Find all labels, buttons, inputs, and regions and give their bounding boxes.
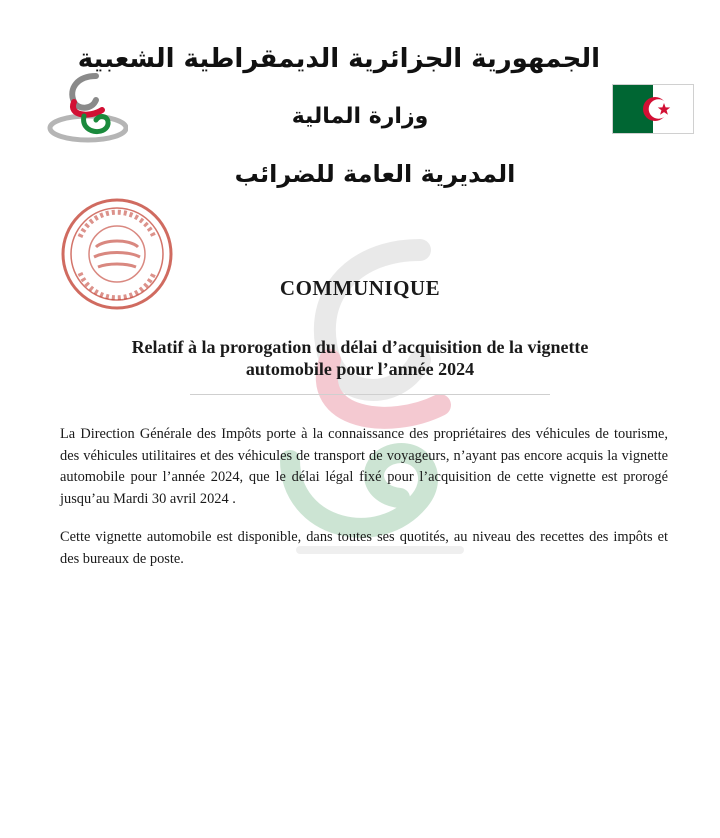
subtitle-line-2: automobile pour l’année 2024 — [245, 359, 475, 379]
header-republic-title: الجمهورية الجزائرية الديمقراطية الشعبية — [77, 44, 600, 74]
communique-paragraph-1: La Direction Générale des Impôts porte à la connaissance des propriétaires des véhicules de tourisme, des véhicules utilitaires et des véhicules de transport de voyageurs, n’ayant pas encore acquis la vignette automobile pour l’année 2024, que le délai légal fixé pour l’acquisition de cette vignette est prorogé jusqu’au Mardi 30 avril 2024 . — [60, 426, 668, 507]
dgi-logo-icon — [44, 70, 128, 146]
header-directorate-title: المديرية العامة للضرائب — [234, 160, 516, 188]
communique-paragraph-2: Cette vignette automobile est disponible, dans toutes ses quotités, au niveau des recettes des impôts et des bureaux de poste. — [60, 529, 668, 567]
official-stamp-icon — [60, 197, 174, 311]
subtitle-line-1: Relatif à la prorogation du délai d’acquisition de la vignette — [131, 337, 589, 357]
communique-heading: COMMUNIQUE — [279, 276, 441, 300]
divider — [190, 394, 550, 395]
algeria-flag-icon — [612, 84, 694, 134]
header-ministry-title: وزارة المالية — [291, 104, 429, 129]
communique-subtitle — [80, 336, 640, 380]
